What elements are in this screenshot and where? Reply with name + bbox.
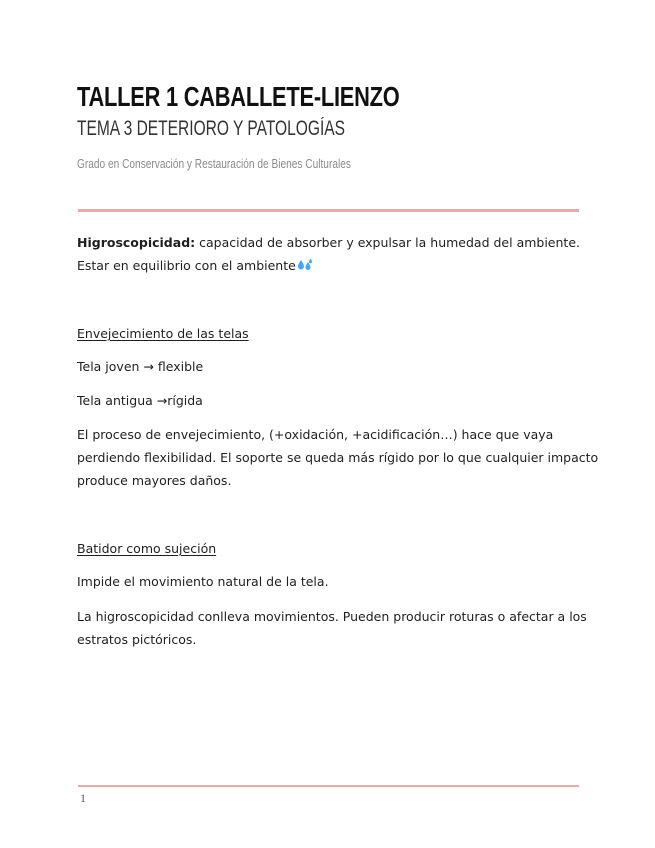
document-subtitle: TEMA 3 DETERIORO Y PATOLOGÍAS [77,117,346,140]
aging-paragraph-line-2: perdiendo flexibilidad. El soporte se queda más rígido por lo que cualquier impacto [77,450,599,465]
header-divider [78,209,579,212]
stretcher-paragraph-line-1: La higroscopicidad conlleva movimientos. Pueden producir roturas o afectar a los [77,609,587,624]
degree-name: Grado en Conservación y Restauración de Bienes Culturales [77,156,351,171]
hygro-definition [77,231,587,254]
hygro-line-2-text: Estar en equilibrio con el ambiente [77,258,296,273]
stretcher-paragraph-line-2: estratos pictóricos. [77,632,197,647]
old-fabric-line: Tela antigua →rígida [77,393,203,408]
footer-divider [78,785,579,787]
hygro-line-2 [77,254,587,277]
aging-paragraph-line-1: El proceso de envejecimiento, (+oxidación, +acidificación…) hace que vaya [77,427,554,442]
page-number: 1 [80,791,86,805]
section-heading-aging: Envejecimiento de las telas [77,326,249,341]
hygro-definition-text: capacidad de absorber y expulsar la humedad del ambiente. [195,235,580,250]
water-drops-icon [297,258,313,272]
stretcher-line-1: Impide el movimiento natural de la tela. [77,574,329,589]
document-title: TALLER 1 CABALLETE-LIENZO [77,81,400,112]
hygro-term: Higroscopicidad: [77,235,196,250]
young-fabric-line: Tela joven → flexible [77,359,204,374]
section-heading-stretcher: Batidor como sujeción [77,541,217,556]
aging-paragraph-line-3: produce mayores daños. [77,473,232,488]
